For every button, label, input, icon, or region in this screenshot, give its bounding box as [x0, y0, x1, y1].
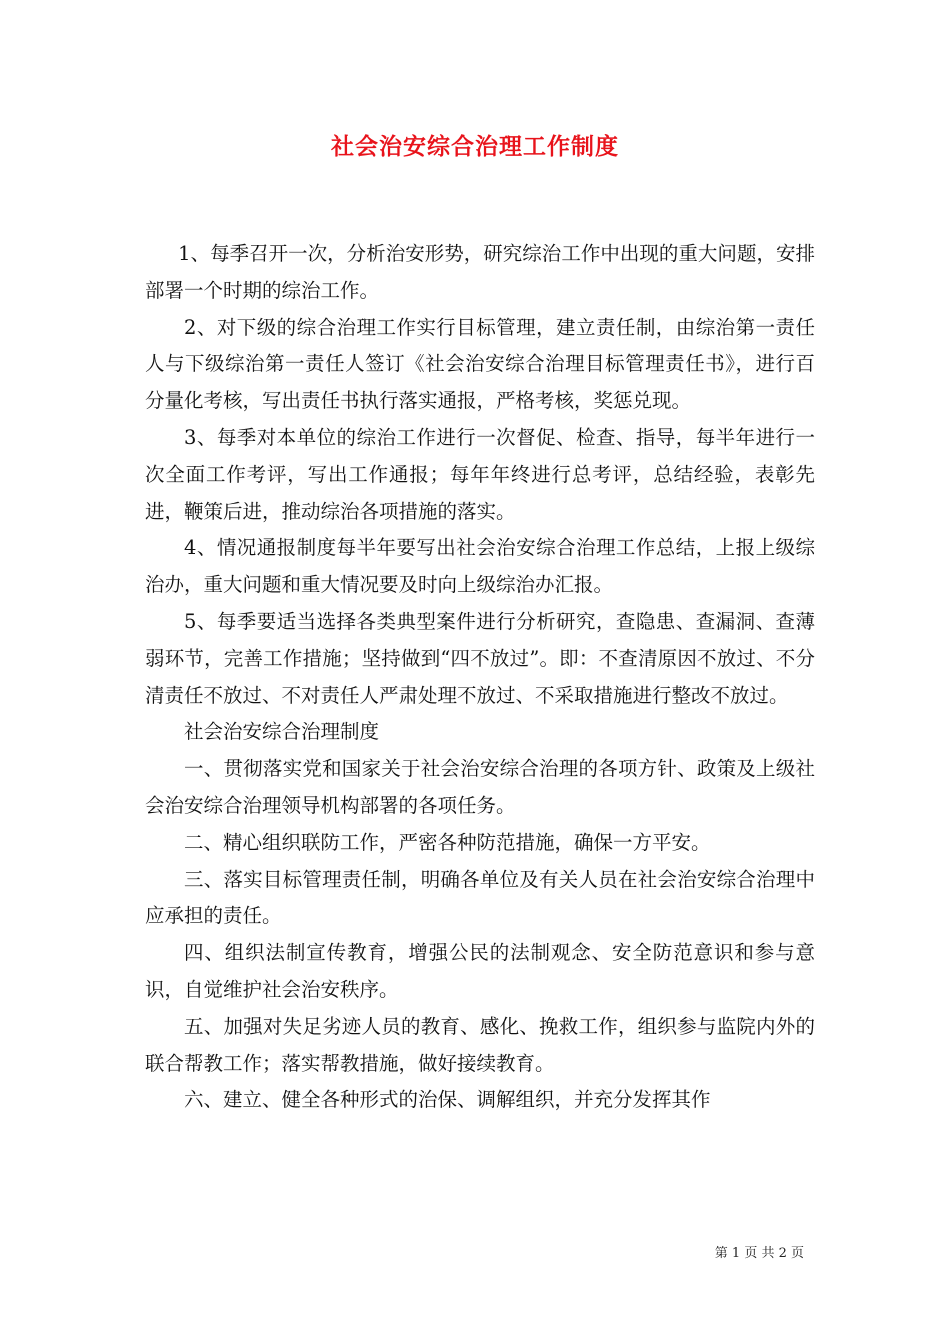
paragraph-rule-4: 四、组织法制宣传教育，增强公民的法制观念、安全防范意识和参与意识，自觉维护社会治安秩序。: [145, 941, 815, 1001]
document-body: [145, 236, 815, 1119]
paragraph-rule-1: 一、贯彻落实党和国家关于社会治安综合治理的各项方针、政策及上级社会治安综合治理领导机构部署的各项任务。: [145, 757, 815, 817]
page-number: 第 1 页 共 2 页: [714, 1246, 804, 1261]
paragraph-3: 3、每季对本单位的综治工作进行一次督促、检查、指导，每半年进行一次全面工作考评，写出工作通报；每年年终进行总考评，总结经验，表彰先进，鞭策后进，推动综治各项措施的落实。: [145, 425, 815, 523]
paragraph-rule-2: 二、精心组织联防工作，严密各种防范措施，确保一方平安。: [184, 830, 711, 854]
paragraph-rule-5: 五、加强对失足劣迹人员的教育、感化、挽救工作，组织参与监院内外的联合帮教工作；落实帮教措施，做好接续教育。: [145, 1014, 815, 1075]
document-title: 社会治安综合治理工作制度: [331, 133, 619, 160]
paragraph-2: 2、对下级的综合治理工作实行目标管理，建立责任制，由综治第一责任人与下级综治第一责任人签订《社会治安综合治理目标管理责任书》，进行百分量化考核，写出责任书执行落实通报，严格考核，奖惩兑现。: [145, 315, 815, 413]
paragraph-rule-3: 三、落实目标管理责任制，明确各单位及有关人员在社会治安综合治理中应承担的责任。: [145, 867, 815, 928]
paragraph-4: 4、情况通报制度每半年要写出社会治安综合治理工作总结，上报上级综治办，重大问题和重大情况要及时向上级综治办汇报。: [145, 536, 815, 597]
paragraph-5: 5、每季要适当选择各类典型案件进行分析研究，查隐患、查漏洞、查薄弱环节，完善工作措施；坚持做到“四不放过”。即：不查清原因不放过、不分清责任不放过、不对责任人严肃处理不放过、不采取措施进行整改不放过。: [145, 609, 815, 707]
paragraph-rule-6: 六、建立、健全各种形式的治保、调解组织，并充分发挥其作: [184, 1088, 711, 1112]
paragraph-1: 1、每季召开一次，分析治安形势，研究综治工作中出现的重大问题，安排部署一个时期的综治工作。: [145, 242, 815, 302]
section-heading: 社会治安综合治理制度: [184, 720, 380, 744]
